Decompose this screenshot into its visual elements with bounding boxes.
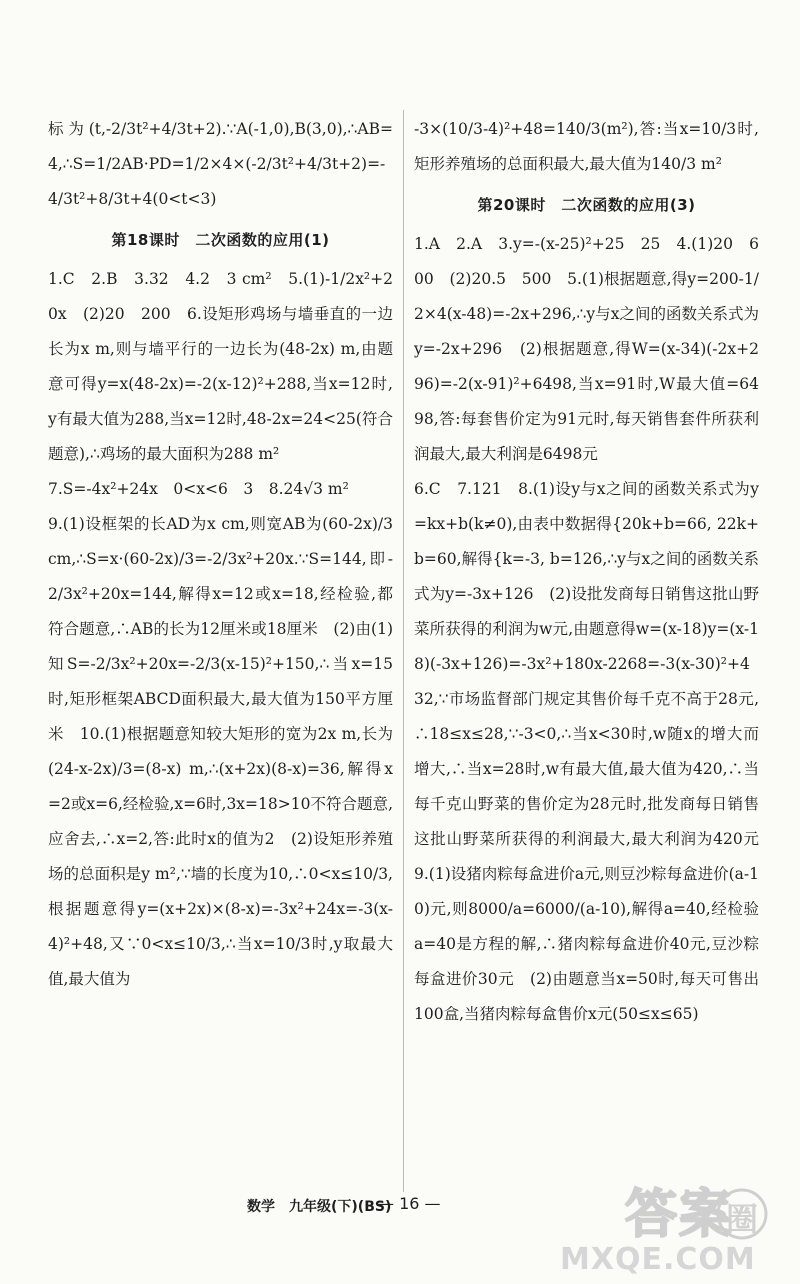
watermark-logo <box>530 1170 780 1280</box>
right-paragraph-3: 6.C 7.121 8.(1)设y与x之间的函数关系式为y=kx+b(k≠0),由表中数据得{20k+b=66, 22k+b=60,解得{k=-3, b=126,∴y与x之间的函数关系式为y=-3x+126 (2)设批发商每日销售这批山野菜所获得的利润为w元,由题意得w=(x-18)y=(x-18)(-3x+126)=-3x²+180x-2268=-3(x-30)²+432,∵市场监督部门规定其售价每千克不高于28元,∴18≤x≤28,∵-3<0,∴当x<30时,w随x的增大而增大,∴当x=28时,w有最大值,最大值为420,∴当每千克山野菜的售价定为28元时,批发商每日销售这批山野菜所获得的利润最大,最大利润为420元 9.(1)设猪肉粽每盒进价a元,则豆沙粽每盒进价(a-10)元,则8000/a=6000/(a-10),解得a=40,经检验a=40是方程的解,∴猪肉粽每盒进价40元,豆沙粽每盒进价30元 (2)由题意当x=50时,每天可售出100盒,当猪肉粽每盒售价x元(50≤x≤65) <box>414 480 775 1023</box>
svg-text:圈: 圈 <box>726 1200 759 1238</box>
column-divider <box>403 110 404 1192</box>
watermark-url: MXQE.COM <box>560 1242 756 1277</box>
left-paragraph-4: 9.(1)设框架的长AD为x cm,则宽AB为(60-2x)/3 cm,∴S=x·(60-2x)/3=-2/3x²+20x.∵S=144,即-2/3x²+20x=144,解得x=12或x=18,经检验,都符合题意,∴AB的长为12厘米或18厘米 (2)由(1)知S=-2/3x²+20x=-2/3(x-15)²+150,∴当x=15时,矩形框架ABCD面积最大,最大值为150平方厘米 10.(1)根据题意知较大矩形的宽为2x m,长为(24-x-2x)/3=(8-x) m,∴(x+2x)(8-x)=36,解得x=2或x=6,经检验,x=6时,3x=18>10不符合题意,应舍去,∴x=2,答:此时x的值为2 (2)设矩形养殖场的总面积是y m²,∵墙的长度为10,∴0<x≤10/3,根据题意得y=(x+2x)×(8-x)=-3x²+24x=-3(x-4)²+48,又∵0<x≤10/3,∴当x=10/3时,y取最大值,最大值为 <box>48 515 393 988</box>
lesson-18-heading: 第18课时 二次函数的应用(1) <box>111 231 330 249</box>
page-number: — 16 — <box>378 1194 441 1213</box>
left-column <box>48 112 393 997</box>
left-paragraph-1: 标为(t,-2/3t²+4/3t+2).∵A(-1,0),B(3,0),∴AB=4,∴S=1/2AB·PD=1/2×4×(-2/3t²+4/3t+2)=-4/3t²+8/3t+4(0<t<3) <box>48 120 393 208</box>
lesson-20-heading: 第20课时 二次函数的应用(3) <box>477 196 696 214</box>
left-paragraph-3: 7.S=-4x²+24x 0<x<6 3 8.24√3 m² <box>48 480 349 498</box>
right-column <box>414 112 775 1032</box>
footer-subject: 数学 九年级(下)(BS) <box>247 1199 392 1215</box>
left-paragraph-2: 1.C 2.B 3.32 4.2 3 cm² 5.(1)-1/2x²+20x (2)20 200 6.设矩形鸡场与墙垂直的一边长为x m,则与墙平行的一边长为(48-2x) m,由题意可得y=x(48-2x)=-2(x-12)²+288,当x=12时,y有最大值为288,当x=12时,48-2x=24<25(符合题意),∴鸡场的最大面积为288 m² <box>48 270 393 463</box>
right-paragraph-2: 1.A 2.A 3.y=-(x-25)²+25 25 4.(1)20 600 (2)20.5 500 5.(1)根据题意,得y=200-1/2×4(x-48)=-2x+296,∴y与x之间的函数关系式为y=-2x+296 (2)根据题意,得W=(x-34)(-2x+296)=-2(x-91)²+6498,当x=91时,W最大值=6498,答:每套售价定为91元时,每天销售套件所获利润最大,最大利润是6498元 <box>414 235 759 463</box>
svg-text:答案: 答案 <box>625 1185 734 1245</box>
right-paragraph-1: -3×(10/3-4)²+48=140/3(m²),答:当x=10/3时,矩形养殖场的总面积最大,最大值为140/3 m² <box>414 120 759 173</box>
